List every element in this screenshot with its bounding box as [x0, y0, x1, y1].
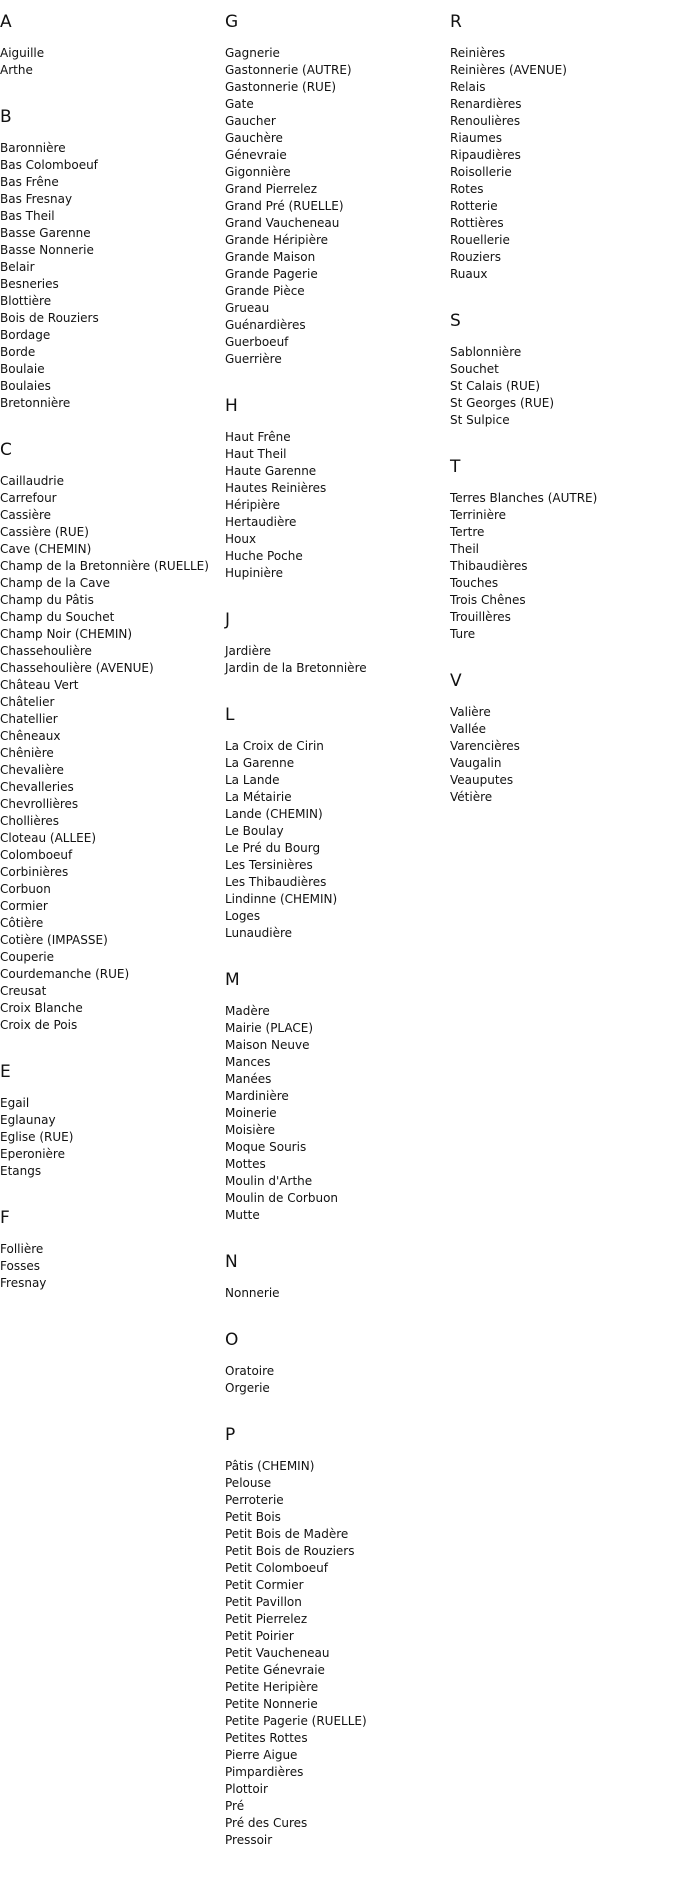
place-name: Pierre Aigue — [225, 1748, 298, 1762]
place-name: Cassière — [0, 508, 52, 522]
place-name: Gastonnerie (AUTRE) — [225, 63, 352, 77]
place-name: La Garenne — [225, 756, 295, 770]
letter-section-a — [0, 14, 220, 79]
place-name: Pré des Cures — [225, 1816, 308, 1830]
letter-heading: R — [450, 12, 462, 32]
place-name: Manées — [225, 1072, 272, 1086]
place-name: Jardin de la Bretonnière — [225, 661, 367, 675]
letter-section-n — [225, 1254, 445, 1302]
letter-heading: V — [450, 671, 462, 691]
letter-section-t — [450, 459, 670, 643]
place-name: Ruaux — [450, 267, 488, 281]
place-list — [450, 344, 670, 429]
place-name: Gastonnerie (RUE) — [225, 80, 337, 94]
place-name: Petit Bois — [225, 1510, 281, 1524]
place-name: Grande Héripière — [225, 233, 329, 247]
place-name: Moulin d'Arthe — [225, 1174, 313, 1188]
place-name: Grande Maison — [225, 250, 316, 264]
place-name: Héripière — [225, 498, 281, 512]
place-name: Haute Garenne — [225, 464, 317, 478]
place-name: Fresnay — [0, 1276, 47, 1290]
place-name: Rotterie — [450, 199, 498, 213]
letter-section-p — [225, 1427, 445, 1849]
letter-section-m — [225, 972, 445, 1224]
place-name: Pressoir — [225, 1833, 273, 1847]
place-name: Guerrière — [225, 352, 282, 366]
place-name: St Georges (RUE) — [450, 396, 555, 410]
letter-section-g — [225, 14, 445, 368]
place-name: Etangs — [0, 1164, 42, 1178]
letter-section-c — [0, 442, 220, 1034]
place-name: Thibaudières — [450, 559, 528, 573]
letter-section-h — [225, 398, 445, 582]
place-name: Renardières — [450, 97, 522, 111]
place-name: Eglise (RUE) — [0, 1130, 74, 1144]
place-name: Lunaudière — [225, 926, 293, 940]
place-name: Lande (CHEMIN) — [225, 807, 323, 821]
place-name: Grand Vaucheneau — [225, 216, 340, 230]
place-name: Moisière — [225, 1123, 276, 1137]
place-name: Jardière — [225, 644, 272, 658]
place-name: Perroterie — [225, 1493, 284, 1507]
place-name: Riaumes — [450, 131, 502, 145]
place-name: Pré — [225, 1799, 245, 1813]
place-name: Fosses — [0, 1259, 40, 1273]
place-list — [225, 1458, 445, 1849]
letter-heading: H — [225, 396, 238, 416]
place-list — [450, 45, 670, 283]
place-name: Corbinières — [0, 865, 69, 879]
place-list — [225, 45, 445, 368]
place-name: Petit Bois de Madère — [225, 1527, 349, 1541]
place-name: Bas Frêne — [0, 175, 59, 189]
place-name: Huche Poche — [225, 549, 303, 563]
place-name: Génevraie — [225, 148, 287, 162]
place-name: Les Thibaudières — [225, 875, 327, 889]
place-name: Veauputes — [450, 773, 514, 787]
place-name: Bordage — [0, 328, 51, 342]
place-list — [0, 473, 220, 1034]
place-name: Tertre — [450, 525, 485, 539]
place-name: Hertaudière — [225, 515, 297, 529]
place-name: Ripaudières — [450, 148, 521, 162]
place-name: Couperie — [0, 950, 54, 964]
place-name: Petite Génevraie — [225, 1663, 325, 1677]
place-name: Colomboeuf — [0, 848, 73, 862]
place-list — [0, 1241, 220, 1292]
index-column-3 — [450, 14, 670, 836]
place-name: Blottière — [0, 294, 52, 308]
place-name: Haut Frêne — [225, 430, 291, 444]
letter-section-s — [450, 313, 670, 429]
letter-section-l — [225, 707, 445, 942]
letter-heading: N — [225, 1252, 238, 1272]
place-name: Bas Colomboeuf — [0, 158, 98, 172]
place-name: Chassehoulière (AVENUE) — [0, 661, 154, 675]
place-name: Varencières — [450, 739, 520, 753]
place-name: La Lande — [225, 773, 280, 787]
place-name: Petite Pagerie (RUELLE) — [225, 1714, 367, 1728]
place-name: St Calais (RUE) — [450, 379, 541, 393]
place-list — [225, 1003, 445, 1224]
place-name: Vallée — [450, 722, 487, 736]
place-name: Côtière — [0, 916, 44, 930]
place-name: Carrefour — [0, 491, 57, 505]
place-name: Trois Chênes — [450, 593, 526, 607]
place-name: Vaugalin — [450, 756, 502, 770]
place-name: Chassehoulière — [0, 644, 92, 658]
place-name: Grande Pagerie — [225, 267, 318, 281]
place-name: Pimpardières — [225, 1765, 304, 1779]
place-name: Chollières — [0, 814, 60, 828]
letter-heading: C — [0, 440, 12, 460]
place-name: Petit Pierrelez — [225, 1612, 308, 1626]
place-name: Roisollerie — [450, 165, 512, 179]
place-name: Chevrollières — [0, 797, 79, 811]
place-name: Gagnerie — [225, 46, 280, 60]
place-name: Champ du Pâtis — [0, 593, 94, 607]
letter-heading: P — [225, 1425, 236, 1445]
place-name: Boulaie — [0, 362, 45, 376]
place-name: Rouellerie — [450, 233, 510, 247]
place-name: Chatellier — [0, 712, 58, 726]
letter-heading: O — [225, 1330, 239, 1350]
place-name: Petit Colomboeuf — [225, 1561, 329, 1575]
place-list — [225, 643, 445, 677]
place-name: Basse Nonnerie — [0, 243, 94, 257]
place-name: Houx — [225, 532, 257, 546]
letter-heading: T — [450, 457, 461, 477]
place-list — [450, 490, 670, 643]
letter-heading: G — [225, 12, 239, 32]
place-name: Rouziers — [450, 250, 501, 264]
letter-heading: S — [450, 311, 461, 331]
place-name: Petit Vaucheneau — [225, 1646, 330, 1660]
place-name: Gauchère — [225, 131, 283, 145]
place-name: Moulin de Corbuon — [225, 1191, 339, 1205]
place-name: Madère — [225, 1004, 270, 1018]
place-name: Grueau — [225, 301, 270, 315]
place-name: Reinières (AVENUE) — [450, 63, 567, 77]
place-name: Valière — [450, 705, 491, 719]
place-name: Petit Pavillon — [225, 1595, 302, 1609]
place-name: Touches — [450, 576, 499, 590]
place-name: Grande Pièce — [225, 284, 305, 298]
place-name: St Sulpice — [450, 413, 510, 427]
place-name: Cassière (RUE) — [0, 525, 89, 539]
place-name: Follière — [0, 1242, 44, 1256]
place-name: Renoulières — [450, 114, 521, 128]
place-name: Loges — [225, 909, 261, 923]
letter-section-o — [225, 1332, 445, 1397]
place-name: Gigonnière — [225, 165, 291, 179]
place-name: Mardinière — [225, 1089, 289, 1103]
letter-heading: J — [225, 610, 231, 630]
place-name: Chênière — [0, 746, 54, 760]
place-list — [225, 738, 445, 942]
place-name: Corbuon — [0, 882, 51, 896]
place-name: Gate — [225, 97, 254, 111]
letter-heading: L — [225, 705, 235, 725]
place-list — [450, 704, 670, 806]
letter-heading: E — [0, 1062, 11, 1082]
place-name: Ture — [450, 627, 476, 641]
place-list — [225, 1363, 445, 1397]
place-name: Gaucher — [225, 114, 276, 128]
place-name: Theil — [450, 542, 479, 556]
place-name: Châtelier — [0, 695, 55, 709]
place-name: Nonnerie — [225, 1286, 280, 1300]
place-name: Moque Souris — [225, 1140, 307, 1154]
place-name: Bretonnière — [0, 396, 71, 410]
letter-section-f — [0, 1210, 220, 1292]
place-name: Les Tersinières — [225, 858, 313, 872]
place-name: Borde — [0, 345, 36, 359]
letter-heading: A — [0, 12, 12, 32]
place-name: Orgerie — [225, 1381, 270, 1395]
letter-section-j — [225, 612, 445, 677]
place-name: Mutte — [225, 1208, 260, 1222]
place-name: Hupinière — [225, 566, 283, 580]
place-name: Moinerie — [225, 1106, 277, 1120]
place-name: Petites Rottes — [225, 1731, 308, 1745]
place-name: Pâtis (CHEMIN) — [225, 1459, 315, 1473]
place-list — [0, 45, 220, 79]
place-name: La Métairie — [225, 790, 292, 804]
place-name: Bas Fresnay — [0, 192, 73, 206]
place-name: Bas Theil — [0, 209, 55, 223]
place-name: Le Pré du Bourg — [225, 841, 321, 855]
place-name: Relais — [450, 80, 486, 94]
place-name: Petit Cormier — [225, 1578, 304, 1592]
letter-section-r — [450, 14, 670, 283]
place-list — [0, 140, 220, 412]
place-name: Grand Pré (RUELLE) — [225, 199, 344, 213]
place-name: Guerboeuf — [225, 335, 289, 349]
place-name: Belair — [0, 260, 35, 274]
place-name: Reinières — [450, 46, 506, 60]
letter-section-v — [450, 673, 670, 806]
place-name: Champ Noir (CHEMIN) — [0, 627, 133, 641]
place-name: Aiguille — [0, 46, 45, 60]
letter-section-e — [0, 1064, 220, 1180]
place-name: Creusat — [0, 984, 47, 998]
place-name: Terres Blanches (AUTRE) — [450, 491, 598, 505]
place-name: Sablonnière — [450, 345, 522, 359]
place-name: Souchet — [450, 362, 499, 376]
place-name: Mairie (PLACE) — [225, 1021, 314, 1035]
place-name: Baronnière — [0, 141, 66, 155]
place-name: Cormier — [0, 899, 48, 913]
letter-section-b — [0, 109, 220, 412]
place-name: Trouillères — [450, 610, 511, 624]
place-name: Champ de la Bretonnière (RUELLE) — [0, 559, 209, 573]
place-name: Hautes Reinières — [225, 481, 327, 495]
index-column-1 — [0, 14, 220, 1322]
place-name: Lindinne (CHEMIN) — [225, 892, 338, 906]
place-name: Bois de Rouziers — [0, 311, 99, 325]
place-name: Rottières — [450, 216, 504, 230]
place-name: Chevalleries — [0, 780, 74, 794]
place-name: Champ du Souchet — [0, 610, 115, 624]
place-name: Chêneaux — [0, 729, 61, 743]
place-name: Cotière (IMPASSE) — [0, 933, 108, 947]
letter-heading: M — [225, 970, 240, 990]
place-name: Pelouse — [225, 1476, 272, 1490]
place-name: Basse Garenne — [0, 226, 91, 240]
letter-heading: F — [0, 1208, 10, 1228]
place-name: Le Boulay — [225, 824, 284, 838]
place-name: Chevalière — [0, 763, 64, 777]
place-name: Boulaies — [0, 379, 51, 393]
place-name: Croix de Pois — [0, 1018, 78, 1032]
place-name: Maison Neuve — [225, 1038, 310, 1052]
place-name: Egail — [0, 1096, 30, 1110]
place-name: Besneries — [0, 277, 59, 291]
place-name: Grand Pierrelez — [225, 182, 318, 196]
place-name: Cloteau (ALLEE) — [0, 831, 97, 845]
place-name: Petit Poirier — [225, 1629, 294, 1643]
place-name: Petite Heripière — [225, 1680, 319, 1694]
place-name: Cave (CHEMIN) — [0, 542, 92, 556]
place-name: Rotes — [450, 182, 484, 196]
place-name: Plottoir — [225, 1782, 268, 1796]
place-name: Mottes — [225, 1157, 266, 1171]
place-name: Caillaudrie — [0, 474, 64, 488]
place-name: Mances — [225, 1055, 271, 1069]
place-name: Guénardières — [225, 318, 306, 332]
place-list — [225, 1285, 445, 1302]
place-name: Arthe — [0, 63, 33, 77]
place-name: Courdemanche (RUE) — [0, 967, 130, 981]
place-name: Eglaunay — [0, 1113, 56, 1127]
place-name: Petite Nonnerie — [225, 1697, 318, 1711]
place-name: Petit Bois de Rouziers — [225, 1544, 355, 1558]
place-name: Oratoire — [225, 1364, 275, 1378]
place-list — [225, 429, 445, 582]
index-column-2 — [225, 14, 445, 1879]
place-list — [0, 1095, 220, 1180]
place-name: Terrinière — [450, 508, 507, 522]
place-name: Château Vert — [0, 678, 79, 692]
place-name: Vétière — [450, 790, 493, 804]
letter-heading: B — [0, 107, 12, 127]
place-name: La Croix de Cirin — [225, 739, 324, 753]
place-name: Haut Theil — [225, 447, 287, 461]
place-name: Croix Blanche — [0, 1001, 83, 1015]
place-name: Eperonière — [0, 1147, 65, 1161]
place-name: Champ de la Cave — [0, 576, 110, 590]
